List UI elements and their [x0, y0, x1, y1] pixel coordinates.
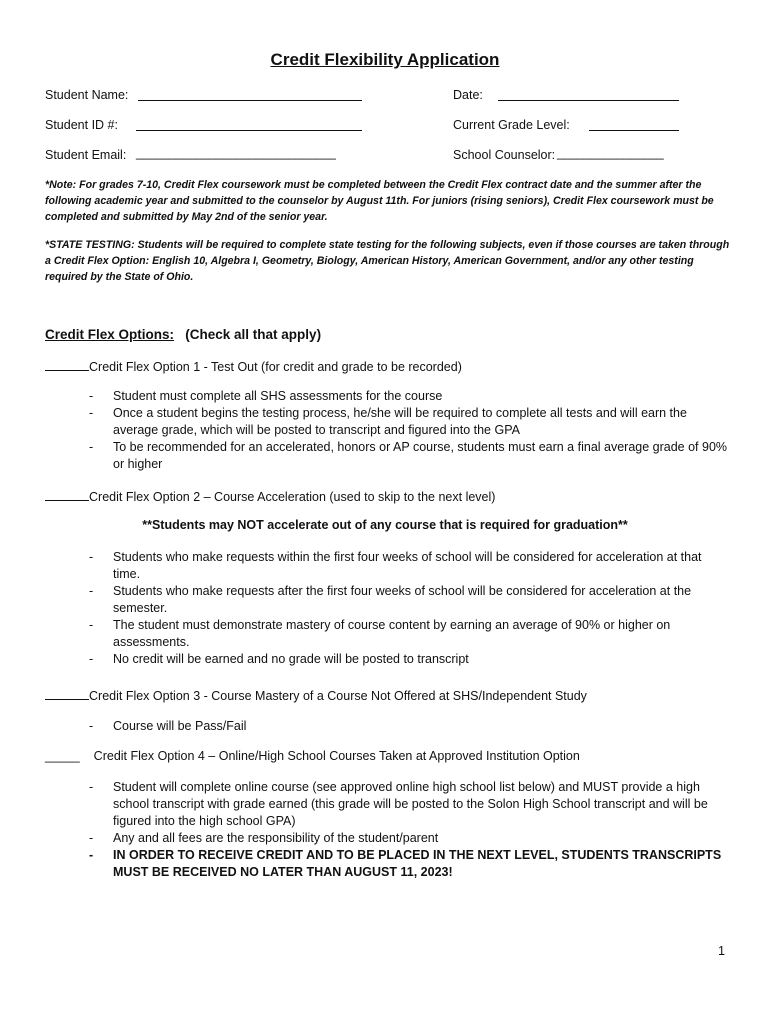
student-name-label: Student Name:	[45, 88, 129, 102]
option-3	[45, 688, 587, 704]
option-2-checkbox[interactable]	[45, 489, 89, 501]
list-item: - Students who make requests within the first four weeks of school will be considered for acceleration at that time.	[89, 550, 702, 581]
option-1-bullets	[89, 388, 729, 473]
graduation-notice: **Students may NOT accelerate out of any course that is required for graduation**	[142, 518, 628, 532]
school-counselor-field[interactable]: ________________	[557, 146, 664, 160]
option-1-label: Credit Flex Option 1 - Test Out (for credit and grade to be recorded)	[89, 360, 462, 374]
grade-level-label: Current Grade Level:	[453, 118, 570, 132]
student-id-field[interactable]	[136, 130, 362, 131]
list-item: - Course will be Pass/Fail	[89, 719, 247, 733]
option-1	[45, 359, 462, 375]
option-2	[45, 489, 495, 505]
list-item: - Any and all fees are the responsibility of the student/parent	[89, 831, 439, 845]
grade-note: *Note: For grades 7-10, Credit Flex coursework must be completed between the Credit Flex contract date and the summer after the following academic year and submitted to the counselor by August 11th. For juniors (rising seniors), Credit Flex coursework must be completed and submitted by May 2nd of the senior year.	[45, 179, 714, 223]
student-id-label: Student ID #:	[45, 118, 118, 132]
option-2-label: Credit Flex Option 2 – Course Acceleration (used to skip to the next level)	[89, 490, 496, 504]
option-3-checkbox[interactable]	[45, 688, 89, 700]
option-4-label: Credit Flex Option 4 – Online/High School Courses Taken at Approved Institution Option	[93, 749, 580, 763]
school-counselor-label: School Counselor:	[453, 148, 556, 162]
list-item: - Once a student begins the testing process, he/she will be required to complete all tests and will earn the average grade, which will be posted to transcript and figured into the GPA	[89, 406, 687, 437]
list-item: - No credit will be earned and no grade will be posted to transcript	[89, 652, 469, 666]
student-email-field[interactable]: ______________________________	[136, 146, 336, 160]
option-2-bullets	[89, 549, 729, 668]
option-4-checkbox[interactable]: _____	[45, 749, 80, 763]
page-title: Credit Flexibility Application	[270, 50, 500, 69]
student-name-field[interactable]	[138, 100, 362, 101]
state-testing-note: *STATE TESTING: Students will be required to complete state testing for the following subjects, even if those courses are taken through a Credit Flex Option: English 10, Algebra I, Geometry, Biology, American History, American Government, and/or any other testing required by the State of Ohio.	[45, 239, 730, 283]
list-item: - Students who make requests after the first four weeks of school will be considered for acceleration at the semester.	[89, 584, 692, 615]
list-item: - To be recommended for an accelerated, honors or AP course, students must earn a final average grade of 90% or higher	[89, 440, 728, 471]
options-header-hint: (Check all that apply)	[185, 327, 322, 342]
grade-level-field[interactable]	[589, 130, 679, 131]
date-field[interactable]	[498, 100, 679, 101]
list-item: - Student must complete all SHS assessments for the course	[89, 389, 443, 403]
option-3-bullets	[89, 718, 729, 735]
list-item: - IN ORDER TO RECEIVE CREDIT AND TO BE PLACED IN THE NEXT LEVEL, STUDENTS TRANSCRIPTS MUST BE RECEIVED NO LATER THAN AUGUST 11, 2023!	[89, 848, 722, 879]
page-number: 1	[718, 944, 725, 958]
list-item: - Student will complete online course (see approved online high school list below) and MUST provide a high school transcript with grade earned (this grade will be posted to the Solon High School transcript and will be figured into the high school GPA)	[89, 780, 708, 828]
options-header	[45, 327, 321, 342]
student-email-label: Student Email:	[45, 148, 127, 162]
option-3-label: Credit Flex Option 3 - Course Mastery of a Course Not Offered at SHS/Independent Study	[89, 689, 587, 703]
option-1-checkbox[interactable]	[45, 359, 89, 371]
option-4	[45, 749, 580, 764]
date-label: Date:	[453, 88, 483, 102]
options-header-label: Credit Flex Options:	[45, 327, 175, 342]
option-4-bullets	[89, 779, 729, 881]
list-item: - The student must demonstrate mastery of course content by earning an average of 90% or higher on assessments.	[89, 618, 671, 649]
